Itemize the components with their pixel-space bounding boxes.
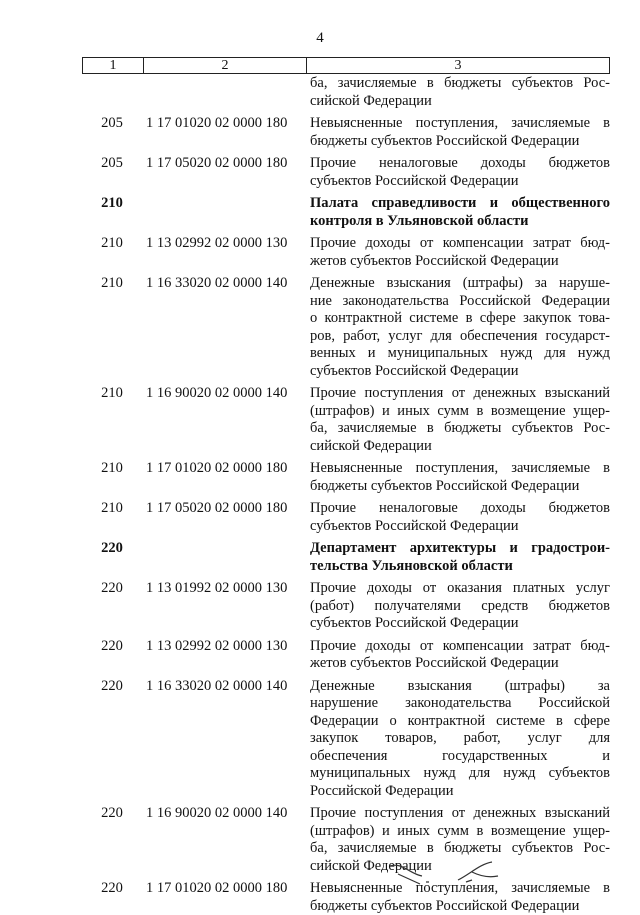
description-line: ба, зачисляемые в бюджеты субъектов Рос- <box>310 75 610 93</box>
description-line: Российской Федерации <box>310 783 610 801</box>
description-line: бюджеты субъектов Российской Федерации <box>310 478 610 496</box>
description-line: субъектов Российской Федерации <box>310 518 610 536</box>
revenue-description <box>310 275 610 380</box>
budget-classification-code: 1 17 01020 02 0000 180 <box>142 880 310 898</box>
description-line: нарушение законодательства Российской <box>310 695 610 713</box>
description-line: Денежные взыскания (штрафы) за наруше- <box>310 275 610 293</box>
description-line: ба, зачисляемые в бюджеты субъектов Рос- <box>310 420 610 438</box>
description-line: (работ) получателями средств бюджетов <box>310 598 610 616</box>
revenue-description <box>310 460 610 495</box>
page-number: 4 <box>0 30 640 48</box>
description-line: ба, зачисляемые в бюджеты субъектов Рос- <box>310 840 610 858</box>
budget-classification-code: 1 16 90020 02 0000 140 <box>142 385 310 403</box>
description-line: (штрафов) и иных сумм в возмещение ущер- <box>310 823 610 841</box>
revenue-description <box>310 500 610 535</box>
budget-classification-code: 1 16 33020 02 0000 140 <box>142 678 310 696</box>
description-line: бюджеты субъектов Российской Федерации <box>310 898 610 915</box>
description-line: Палата справедливости и общественного <box>310 195 610 213</box>
admin-code: 220 <box>82 638 142 656</box>
admin-code: 210 <box>82 460 142 478</box>
table-row <box>82 805 610 875</box>
revenue-description <box>310 678 610 801</box>
admin-code: 210 <box>82 275 142 293</box>
table-row <box>82 580 610 633</box>
revenue-description <box>310 580 610 633</box>
revenue-description <box>310 195 610 230</box>
budget-classification-code: 1 16 90020 02 0000 140 <box>142 805 310 823</box>
admin-code: 220 <box>82 880 142 898</box>
table-row <box>82 75 610 110</box>
table-row <box>82 678 610 801</box>
revenue-description <box>310 638 610 673</box>
description-line: Прочие неналоговые доходы бюджетов <box>310 155 610 173</box>
description-line: тельства Ульяновской области <box>310 558 610 576</box>
admin-code: 205 <box>82 155 142 173</box>
admin-code: 210 <box>82 500 142 518</box>
header-col-3: 3 <box>307 58 610 74</box>
budget-classification-code: 1 16 33020 02 0000 140 <box>142 275 310 293</box>
table-row <box>82 500 610 535</box>
admin-code: 205 <box>82 115 142 133</box>
description-line: Прочие доходы от компенсации затрат бюд- <box>310 235 610 253</box>
description-line: сийской Федерации <box>310 858 610 876</box>
admin-code: 220 <box>82 540 142 558</box>
description-line: Невыясненные поступления, зачисляемые в <box>310 880 610 898</box>
revenue-description <box>310 235 610 270</box>
revenue-description <box>310 75 610 110</box>
budget-classification-code: 1 17 01020 02 0000 180 <box>142 460 310 478</box>
table-row <box>82 460 610 495</box>
description-line: бюджеты субъектов Российской Федерации <box>310 133 610 151</box>
description-line: сийской Федерации <box>310 93 610 111</box>
description-line: ние законодательства Российской Федерации <box>310 293 610 311</box>
description-line: субъектов Российской Федерации <box>310 615 610 633</box>
description-line: (штрафов) и иных сумм в возмещение ущер- <box>310 403 610 421</box>
admin-code: 210 <box>82 235 142 253</box>
description-line: Прочие поступления от денежных взысканий <box>310 385 610 403</box>
table-row <box>82 115 610 150</box>
header-col-2: 2 <box>144 58 307 74</box>
table-row <box>82 155 610 190</box>
description-line: Департамент архитектуры и градострои- <box>310 540 610 558</box>
description-line: Прочие поступления от денежных взысканий <box>310 805 610 823</box>
description-line: о контрактной системе в сфере закупок това- <box>310 310 610 328</box>
description-line: муниципальных нужд для нужд субъектов <box>310 765 610 783</box>
table-row <box>82 880 610 915</box>
budget-classification-code: 1 17 01020 02 0000 180 <box>142 115 310 133</box>
description-line: Прочие неналоговые доходы бюджетов <box>310 500 610 518</box>
revenue-description <box>310 540 610 575</box>
description-line: жетов субъектов Российской Федерации <box>310 655 610 673</box>
table-row <box>82 385 610 455</box>
description-line: жетов субъектов Российской Федерации <box>310 253 610 271</box>
budget-classification-code: 1 13 01992 02 0000 130 <box>142 580 310 598</box>
admin-code: 210 <box>82 195 142 213</box>
description-line: Прочие доходы от компенсации затрат бюд- <box>310 638 610 656</box>
signature-mark <box>380 852 530 892</box>
description-line: закупок товаров, работ, услуг для <box>310 730 610 748</box>
header-col-1: 1 <box>83 58 144 74</box>
admin-code: 210 <box>82 385 142 403</box>
budget-classification-code: 1 13 02992 02 0000 130 <box>142 638 310 656</box>
table-row <box>82 540 610 575</box>
description-line: субъектов Российской Федерации <box>310 173 610 191</box>
description-line: обеспечения государственных и <box>310 748 610 766</box>
description-line: Невыясненные поступления, зачисляемые в <box>310 460 610 478</box>
revenue-description <box>310 385 610 455</box>
table-row <box>82 638 610 673</box>
description-line: венных и муниципальных нужд для нужд <box>310 345 610 363</box>
table-row <box>82 275 610 380</box>
description-line: Денежные взыскания (штрафы) за <box>310 678 610 696</box>
table-body <box>82 73 610 915</box>
description-line: сийской Федерации <box>310 438 610 456</box>
description-line: Прочие доходы от оказания платных услуг <box>310 580 610 598</box>
description-line: контроля в Ульяновской области <box>310 213 610 231</box>
description-line: субъектов Российской Федерации <box>310 363 610 381</box>
admin-code: 220 <box>82 580 142 598</box>
admin-code: 220 <box>82 805 142 823</box>
budget-classification-code: 1 17 05020 02 0000 180 <box>142 155 310 173</box>
admin-code: 220 <box>82 678 142 696</box>
description-line: Федерации о контрактной системе в сфере <box>310 713 610 731</box>
table-header <box>82 57 610 74</box>
budget-classification-code: 1 17 05020 02 0000 180 <box>142 500 310 518</box>
table-row <box>82 195 610 230</box>
description-line: ров, работ, услуг для обеспечения государст- <box>310 328 610 346</box>
table-row <box>82 235 610 270</box>
description-line: Невыясненные поступления, зачисляемые в <box>310 115 610 133</box>
revenue-description <box>310 115 610 150</box>
revenue-description <box>310 155 610 190</box>
budget-classification-code: 1 13 02992 02 0000 130 <box>142 235 310 253</box>
